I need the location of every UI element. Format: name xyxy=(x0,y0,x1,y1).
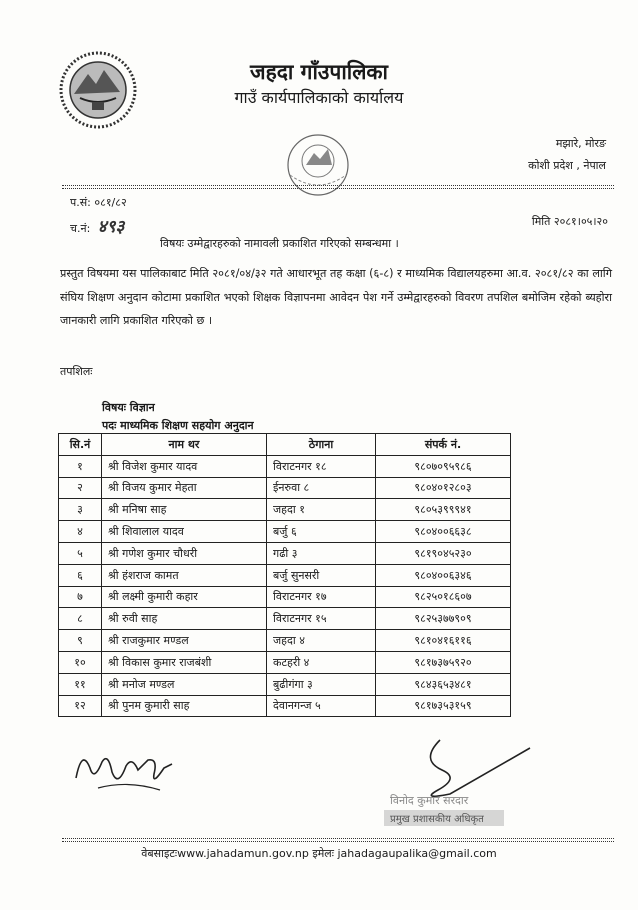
letter-subject: विषयः उम्मेद्वारहरुको नामावली प्रकाशित गरिएको सम्बन्धमा । xyxy=(160,237,399,250)
website-label: वेबसाइटः xyxy=(141,847,178,860)
office-subtitle: गाउँ कार्यपालिकाको कार्यालय xyxy=(234,88,404,107)
footer-contact xyxy=(0,846,638,861)
table-cell: ९८१७३७५९२० xyxy=(376,651,511,673)
footer-divider xyxy=(62,841,614,842)
letter-date xyxy=(532,214,608,229)
candidate-table xyxy=(58,433,511,717)
table-cell: ९८०७०९५९८६ xyxy=(376,455,511,477)
table-cell: ६ xyxy=(59,564,102,586)
office-title: जहदा गाँउपालिका xyxy=(249,60,388,84)
table-cell: ९८०५३९९९४१ xyxy=(376,499,511,521)
chalani-number xyxy=(70,214,124,237)
address-line-1: मझारे, मोरङ xyxy=(555,137,606,150)
post-field: पदः माध्यमिक शिक्षण सहयोग अनुदान xyxy=(102,419,254,432)
subject-field: विषयः विज्ञान xyxy=(102,401,155,414)
table-cell: देवानगन्ज ५ xyxy=(267,695,376,717)
email-label: इमेलः xyxy=(312,847,334,860)
table-cell: ९८०४००६३४६ xyxy=(376,564,511,586)
date-value: २०८१।०५।२० xyxy=(553,215,608,228)
table-cell: ८ xyxy=(59,608,102,630)
table-cell: श्री विकास कुमार राजबंशी xyxy=(102,651,267,673)
tapsil-label: तपशिलः xyxy=(60,365,93,378)
table-cell: विराटनगर १५ xyxy=(267,608,376,630)
table-cell: बर्जु ६ xyxy=(267,521,376,543)
email-link[interactable]: jahadagaupalika@gmail.com xyxy=(337,847,497,860)
table-cell: ९ xyxy=(59,630,102,652)
table-cell: श्री विजेश कुमार यादव xyxy=(102,455,267,477)
table-cell: ९८१०४१६११६ xyxy=(376,630,511,652)
table-cell: ७ xyxy=(59,586,102,608)
table-row xyxy=(59,477,511,499)
signature-name: विनोद कुमार सरदार xyxy=(390,794,469,807)
table-cell: ९८४३६५३४८१ xyxy=(376,673,511,695)
signature-scribble xyxy=(68,738,178,798)
table-cell: गढी ३ xyxy=(267,542,376,564)
officer-signature xyxy=(380,730,540,830)
table-cell: श्री मनिषा साह xyxy=(102,499,267,521)
table-header-row xyxy=(59,434,511,456)
website-link[interactable]: www.jahadamun.gov.np xyxy=(177,847,309,860)
table-row xyxy=(59,651,511,673)
column-header: संपर्क नं. xyxy=(376,434,511,456)
table-cell: जहदा ४ xyxy=(267,630,376,652)
table-row xyxy=(59,564,511,586)
table-row xyxy=(59,608,511,630)
table-cell: १० xyxy=(59,651,102,673)
table-cell: श्री शिवालाल यादव xyxy=(102,521,267,543)
patra-sankhya-value: ०८१/८२ xyxy=(94,196,127,209)
table-row xyxy=(59,673,511,695)
table-cell: बुढीगंगा ३ xyxy=(267,673,376,695)
table-cell: श्री गणेश कुमार चौधरी xyxy=(102,542,267,564)
table-cell: ९८०४००६६३८ xyxy=(376,521,511,543)
table-cell: विराटनगर १७ xyxy=(267,586,376,608)
office-seal-icon xyxy=(278,125,358,205)
table-cell: ईनरुवा ८ xyxy=(267,477,376,499)
column-header: नाम थर xyxy=(102,434,267,456)
patra-sankhya-label: प.सं: xyxy=(70,196,91,209)
table-cell: १२ xyxy=(59,695,102,717)
column-header: ठेगाना xyxy=(267,434,376,456)
table-cell: ५ xyxy=(59,542,102,564)
chalani-label: च.नं: xyxy=(70,222,91,235)
letter-body: प्रस्तुत विषयमा यस पालिकाबाट मिति २०८१/०४/३२ गते आधारभूत तह कक्षा (६-८) र माध्यमिक विद्यालयहरुमा आ.व. २०८१/८२ का लागि संघिय शिक्षण अनुदान कोटामा प्रकाशित भएको शिक्षक विज्ञापनमा आवेदन पेश गर्ने उम्मेद्वारहरुको विवरण तपशिल बमोजिम रहेको ब्यहोरा जानकारी लागि प्रकाशित गरिएको छ । xyxy=(60,267,612,327)
table-cell: ९८१९०४५२३० xyxy=(376,542,511,564)
footer-divider xyxy=(62,838,614,839)
table-cell: श्री लक्ष्मी कुमारी कहार xyxy=(102,586,267,608)
table-cell: बर्जु सुनसरी xyxy=(267,564,376,586)
table-row xyxy=(59,499,511,521)
table-cell: ९८१७३५३१५९ xyxy=(376,695,511,717)
patra-sankhya xyxy=(70,195,127,210)
table-row xyxy=(59,542,511,564)
table-cell: कटहरी ४ xyxy=(267,651,376,673)
table-row xyxy=(59,630,511,652)
column-header: सि.नं xyxy=(59,434,102,456)
table-cell: ११ xyxy=(59,673,102,695)
table-cell: विराटनगर १८ xyxy=(267,455,376,477)
table-cell: श्री राजकुमार मण्डल xyxy=(102,630,267,652)
table-row xyxy=(59,586,511,608)
table-cell: १ xyxy=(59,455,102,477)
table-row xyxy=(59,521,511,543)
address-line-2: कोशी प्रदेश , नेपाल xyxy=(528,159,606,172)
table-cell: ९८२५३७७९०९ xyxy=(376,608,511,630)
table-cell: श्री मनोज मण्डल xyxy=(102,673,267,695)
date-label: मिति xyxy=(531,215,551,228)
table-cell: जहदा १ xyxy=(267,499,376,521)
chalani-value: ४९३ xyxy=(97,217,125,237)
table-row xyxy=(59,455,511,477)
header-divider xyxy=(62,185,614,186)
table-cell: श्री हंशराज कामत xyxy=(102,564,267,586)
table-cell: श्री विजय कुमार मेहता xyxy=(102,477,267,499)
table-cell: ३ xyxy=(59,499,102,521)
table-cell: श्री रुवी साह xyxy=(102,608,267,630)
table-cell: २ xyxy=(59,477,102,499)
table-cell: ९८२५०१८६०७ xyxy=(376,586,511,608)
header-divider xyxy=(62,188,614,189)
table-cell: ४ xyxy=(59,521,102,543)
table-cell: ९८०४०१२८०३ xyxy=(376,477,511,499)
signature-title: प्रमुख प्रशासकीय अधिकृत xyxy=(390,814,484,825)
table-cell: श्री पुनम कुमारी साह xyxy=(102,695,267,717)
table-row xyxy=(59,695,511,717)
